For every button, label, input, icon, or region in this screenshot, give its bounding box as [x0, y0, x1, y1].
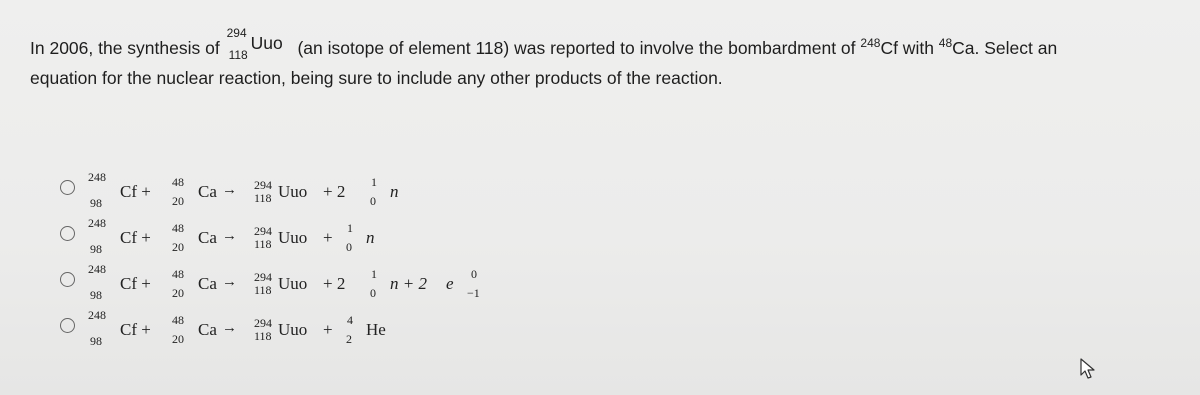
ca-symbol: Ca — [198, 320, 217, 339]
uuo-mass: 294 — [226, 26, 247, 40]
uuo-symbol: Uuo — [278, 320, 308, 339]
electron-charge: −1 — [467, 286, 480, 300]
plus-sign: + — [323, 320, 333, 339]
ca-mass: 48 — [172, 313, 184, 327]
reaction-arrow: → — [222, 320, 237, 336]
cf-symbol: Cf + — [120, 228, 151, 247]
cf-symbol: Cf + — [120, 320, 151, 339]
cf-symbol: Cf + — [120, 274, 151, 293]
electron-symbol: e — [446, 274, 454, 293]
ca-mass: 48 — [172, 175, 184, 189]
question-rest1: (an isotope of element 118) was reported to involve the bombardment of — [297, 38, 856, 58]
cf-mass: 248 — [88, 170, 106, 184]
ca-atomic-number: 20 — [172, 194, 184, 208]
ca-atomic-number: 20 — [172, 332, 184, 346]
ca-mass: 48 — [172, 267, 184, 281]
neutron-mass: 1 — [371, 175, 377, 189]
uuo-symbol: Uuo — [250, 33, 283, 53]
uuo-atomic-number: 118 — [228, 48, 248, 62]
neutron-mass: 1 — [371, 267, 377, 281]
neutron-charge: 0 — [370, 194, 376, 208]
uuo-isotope — [225, 26, 283, 62]
cf-text: Cf with — [880, 38, 934, 58]
cf-mass: 248 — [88, 216, 106, 230]
uuo-symbol: Uuo — [278, 182, 308, 201]
ca-mass: 48 — [172, 221, 184, 235]
uuo-symbol: Uuo — [278, 228, 308, 247]
question-rest2: Ca. Select an — [952, 38, 1058, 58]
uuo-mass: 294 — [254, 224, 272, 238]
uuo-mass: 294 — [254, 178, 272, 192]
uuo-atomic-number: 118 — [254, 329, 272, 343]
neutron-mass: 1 — [347, 221, 353, 235]
neutron-charge: 0 — [370, 286, 376, 300]
uuo-atomic-number: 118 — [254, 283, 272, 297]
uuo-symbol: Uuo — [278, 274, 308, 293]
reaction-arrow: → — [222, 228, 237, 244]
neutron-symbol: n — [390, 182, 399, 201]
neutron-symbol: n — [366, 228, 375, 247]
helium-atomic-number: 2 — [346, 332, 352, 346]
cf-symbol: Cf + — [120, 182, 151, 201]
plus-coefficient: + 2 — [323, 182, 346, 201]
cf-atomic-number: 98 — [90, 242, 102, 256]
radio-button-icon[interactable] — [60, 318, 75, 333]
option-3[interactable] — [60, 262, 580, 302]
uuo-atomic-number: 118 — [254, 237, 272, 251]
electron-mass: 0 — [471, 267, 477, 281]
neutron-plus-coefficient: n + 2 — [390, 274, 427, 293]
ca-atomic-number: 20 — [172, 286, 184, 300]
ca-mass: 48 — [938, 36, 953, 50]
cf-mass: 248 — [88, 262, 106, 276]
question-line2: equation for the nuclear reaction, being sure to include any other products of the reaction. — [30, 68, 723, 88]
uuo-mass: 294 — [254, 270, 272, 284]
ca-symbol: Ca — [198, 228, 217, 247]
option-2[interactable] — [60, 216, 560, 256]
neutron-charge: 0 — [346, 240, 352, 254]
ca-atomic-number: 20 — [172, 240, 184, 254]
plus-sign: + — [323, 228, 333, 247]
question-intro: In 2006, the synthesis of — [30, 38, 220, 58]
uuo-mass: 294 — [254, 316, 272, 330]
reaction-arrow: → — [222, 274, 237, 290]
cf-atomic-number: 98 — [90, 196, 102, 210]
question-text — [30, 28, 1180, 93]
ca-symbol: Ca — [198, 182, 217, 201]
cf-atomic-number: 98 — [90, 334, 102, 348]
helium-symbol: He — [366, 320, 386, 339]
plus-coefficient: + 2 — [323, 274, 346, 293]
helium-mass: 4 — [347, 313, 353, 327]
radio-button-icon[interactable] — [60, 180, 75, 195]
option-1[interactable] — [60, 170, 560, 210]
cf-atomic-number: 98 — [90, 288, 102, 302]
ca-symbol: Ca — [198, 274, 217, 293]
radio-button-icon[interactable] — [60, 226, 75, 241]
option-4[interactable] — [60, 308, 560, 348]
cf-mass: 248 — [860, 36, 881, 50]
cf-mass: 248 — [88, 308, 106, 322]
uuo-atomic-number: 118 — [254, 191, 272, 205]
reaction-arrow: → — [222, 182, 237, 198]
radio-button-icon[interactable] — [60, 272, 75, 287]
mouse-pointer-icon — [1080, 358, 1096, 380]
